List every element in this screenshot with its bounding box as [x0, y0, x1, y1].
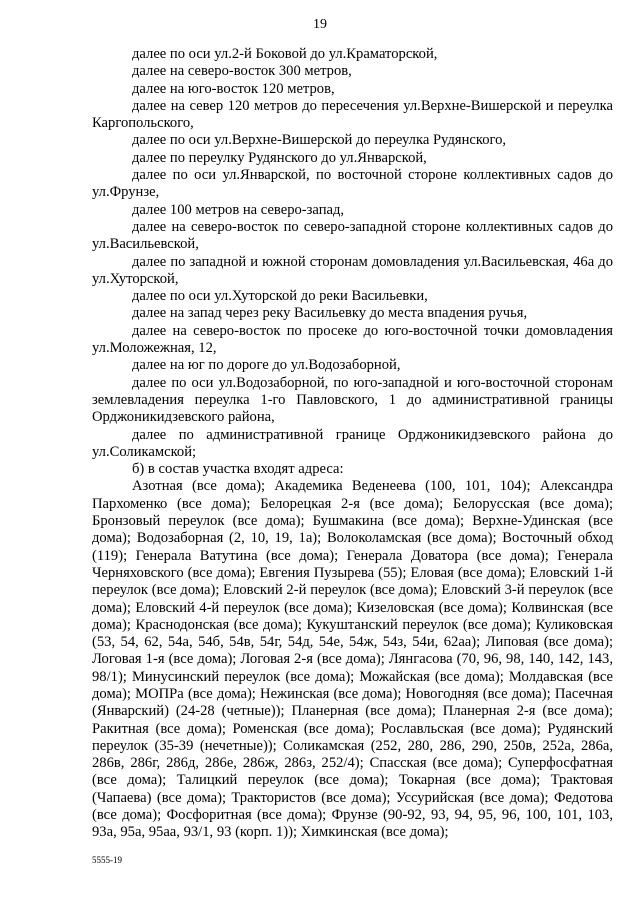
address-list-paragraph: Азотная (все дома); Академика Веденеева (100, 101, 104); Александра Пархоменко (все дома); Белорецкая 2-я (все дома); Белорусская (все дома); Бронзовый переулок (все дома); Бушмакина (все дома); Верхне-Удинская (все дома); Водозаборная (2, 10, 19, 1а); Волоколамская (все дома); Восточный обход (119); Генерала Ватутина (все дома); Генерала Доватора (все дома); Генерала Черняховского (все дома); Евгения Пузырева (55); Еловая (все дома); Еловский 1-й переулок (все дома); Еловский 2-й переулок (все дома); Еловский 3-й переулок (все дома); Еловский 4-й переулок (все дома); Кизеловская (все дома); Колвинская (все дома); Краснодонская (все дома); Кукуштанский переулок (все дома); Куликовская (53, 54, 62, 54а, 54б, 54в, 54г, 54д, 54е, 54ж, 54з, 54и, 62аа); Липовая (все дома); Логовая 1-я (все дома); Логовая 2-я (все дома); Лянгасова (70, 96, 98, 140, 142, 143, 98/1); Минусинский переулок (все дома); Можайская (все дома); Молдавская (все дома); МОПРа (все дома); Нежинская (все дома); Новогодняя (все дома); Пасечная (Январский) (24-28 (четные)); Планерная (все дома); Планерная 2-я (все дома); Ракитная (все дома); Роменская (все дома); Рославльская (все дома); Рудянский переулок (35-39 (нечетные)); Соликамская (252, 280, 286, 290, 250в, 252а, 286а, 286в, 286г, 286д, 286е, 286ж, 286з, 252/4); Спасская (все дома); Суперфосфатная (все дома); Талицкий переулок (все дома); Токарная (все дома); Трактовая (Чапаева) (все дома); Трактористов (все дома); Уссурийская (все дома); Федотова (все дома); Фосфоритная (все дома); Фрунзе (90-92, 93, 94, 95, 96, 100, 101, 103, 93а, 95а, 95аа, 93/1, 93 (корп. 1)); Химкинская (все дома); [92, 478, 613, 841]
paragraph: далее по административной границе Орджоникидзевского района до ул.Соликамской; [92, 426, 613, 460]
paragraph: далее на запад через реку Васильевку до места впадения ручья, [132, 305, 528, 322]
paragraph: далее на север 120 метров до пересечения ул.Верхне-Вишерской и переулка Каргопольского, [92, 97, 613, 132]
paragraph: далее по западной и южной сторонам домовладения ул.Васильевская, 46а до ул.Хуторской, [92, 253, 613, 287]
paragraph: далее на северо-восток 300 метров, [132, 63, 352, 80]
paragraph: далее по оси ул.Верхне-Вишерской до переулка Рудянского, [132, 132, 507, 149]
paragraph: далее на юг по дороге до ул.Водозаборной, [132, 357, 401, 374]
paragraph: далее на северо-восток по северо-западной стороне коллективных садов до ул.Васильевской, [92, 218, 613, 253]
paragraph: далее 100 метров на северо-запад, [132, 201, 345, 218]
paragraph: далее на северо-восток по просеке до юго-восточной точки домовладения ул.Моложежная, 12, [92, 322, 613, 357]
paragraph: далее по оси ул.2-й Боковой до ул.Краматорской, [132, 46, 438, 62]
footer-document-code: 5555-19 [92, 855, 122, 865]
body-text [92, 46, 613, 842]
paragraph: далее на юго-восток 120 метров, [132, 80, 335, 97]
paragraph: б) в состав участка входят адреса: [132, 461, 344, 478]
paragraph: далее по оси ул.Водозаборной, по юго-западной и юго-восточной сторонам землевладения переулка 1-го Павловского, 1 до административной границы Орджоникидзевского района, [92, 374, 613, 426]
paragraph: далее по оси ул.Январской, по восточной стороне коллективных садов до ул.Фрунзе, [92, 167, 613, 201]
page-number: 19 [313, 17, 327, 32]
paragraph: далее по переулку Рудянского до ул.Январской, [132, 149, 427, 166]
paragraph: далее по оси ул.Хуторской до реки Васильевки, [132, 288, 428, 305]
